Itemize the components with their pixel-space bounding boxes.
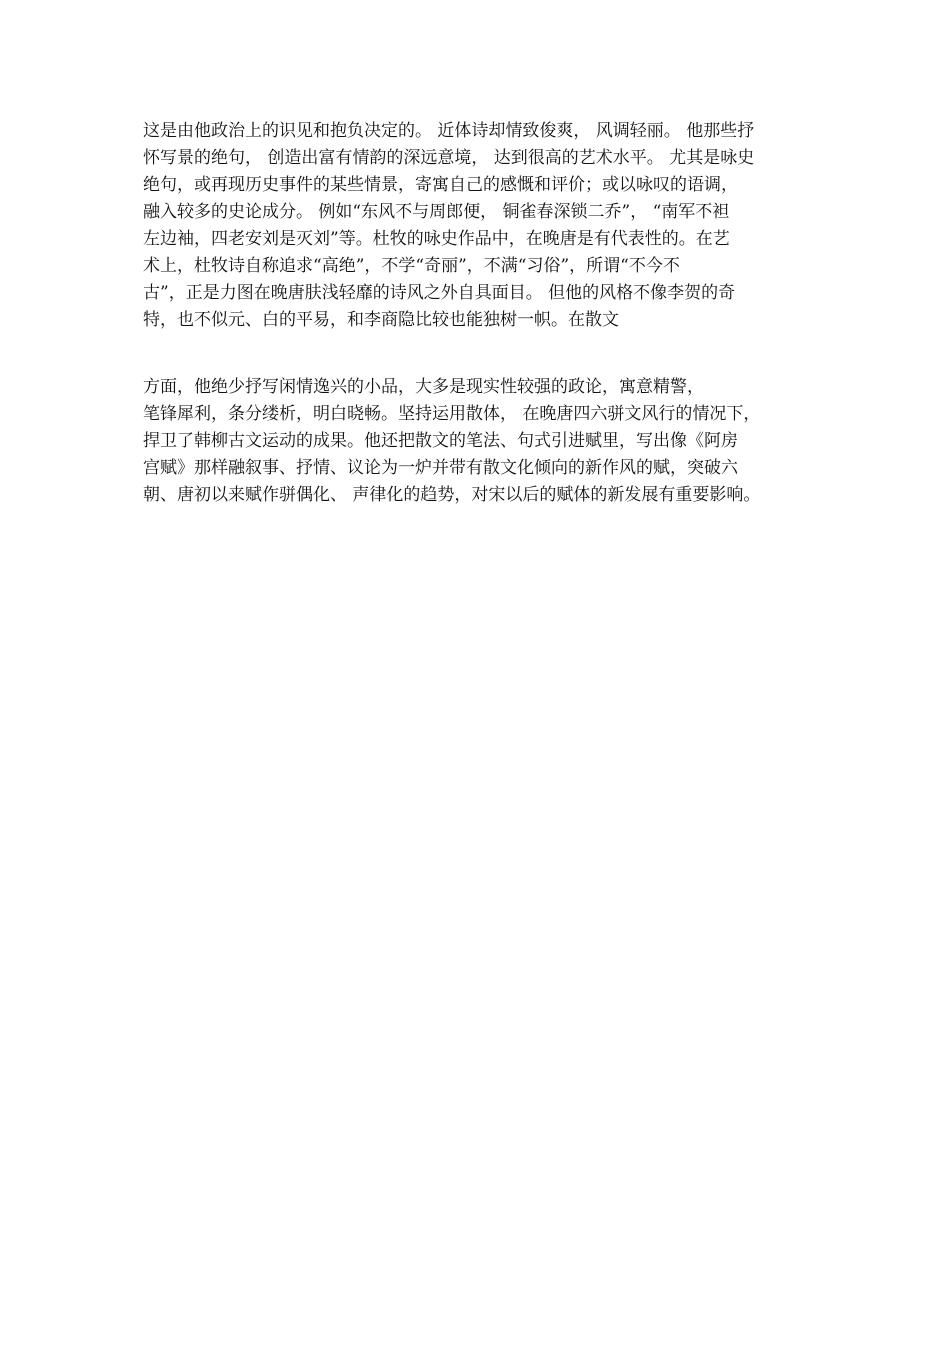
text-line: 宫赋》那样融叙事、抒情、议论为一炉并带有散文化倾向的新作风的赋，突破六 xyxy=(143,458,738,478)
text-line: 术上，杜牧诗自称追求“高绝”，不学“奇丽”，不满“习俗”，所谓“不今不 xyxy=(143,256,680,276)
text-line: 捍卫了韩柳古文运动的成果。他还把散文的笔法、句式引进赋里，写出像《阿房 xyxy=(143,431,738,451)
text-line: 这是由他政治上的识见和抱负决定的。 近体诗却情致俊爽， 风调轻丽。 他那些抒 xyxy=(143,121,755,141)
text-line: 怀写景的绝句， 创造出富有情韵的深远意境， 达到很高的艺术水平。 尤其是咏史 xyxy=(143,148,755,168)
text-line: 古”，正是力图在晚唐肤浅轻靡的诗风之外自具面目。 但他的风格不像李贺的奇 xyxy=(143,283,736,303)
text-line: 特，也不似元、白的平易，和李商隐比较也能独树一帜。在散文 xyxy=(143,310,619,330)
text-line: 融入较多的史论成分。 例如“东风不与周郎便， 铜雀春深锁二乔”， “南军不袒 xyxy=(143,202,730,222)
text-line: 左边袖，四老安刘是灭刘”等。杜牧的咏史作品中，在晚唐是有代表性的。在艺 xyxy=(143,229,730,249)
text-line: 方面，他绝少抒写闲情逸兴的小品，大多是现实性较强的政论，寓意精警， xyxy=(143,377,704,397)
text-line: 笔锋犀利，条分缕析，明白晓畅。坚持运用散体， 在晚唐四六骈文风行的情况下， xyxy=(143,404,761,424)
text-line: 绝句，或再现历史事件的某些情景，寄寓自己的感慨和评价；或以咏叹的语调， xyxy=(143,175,738,195)
text-line: 朝、唐初以来赋作骈偶化、 声律化的趋势，对宋以后的赋体的新发展有重要影响。 xyxy=(143,485,761,505)
paragraph-1 xyxy=(143,118,808,334)
paragraph-2 xyxy=(143,374,808,509)
